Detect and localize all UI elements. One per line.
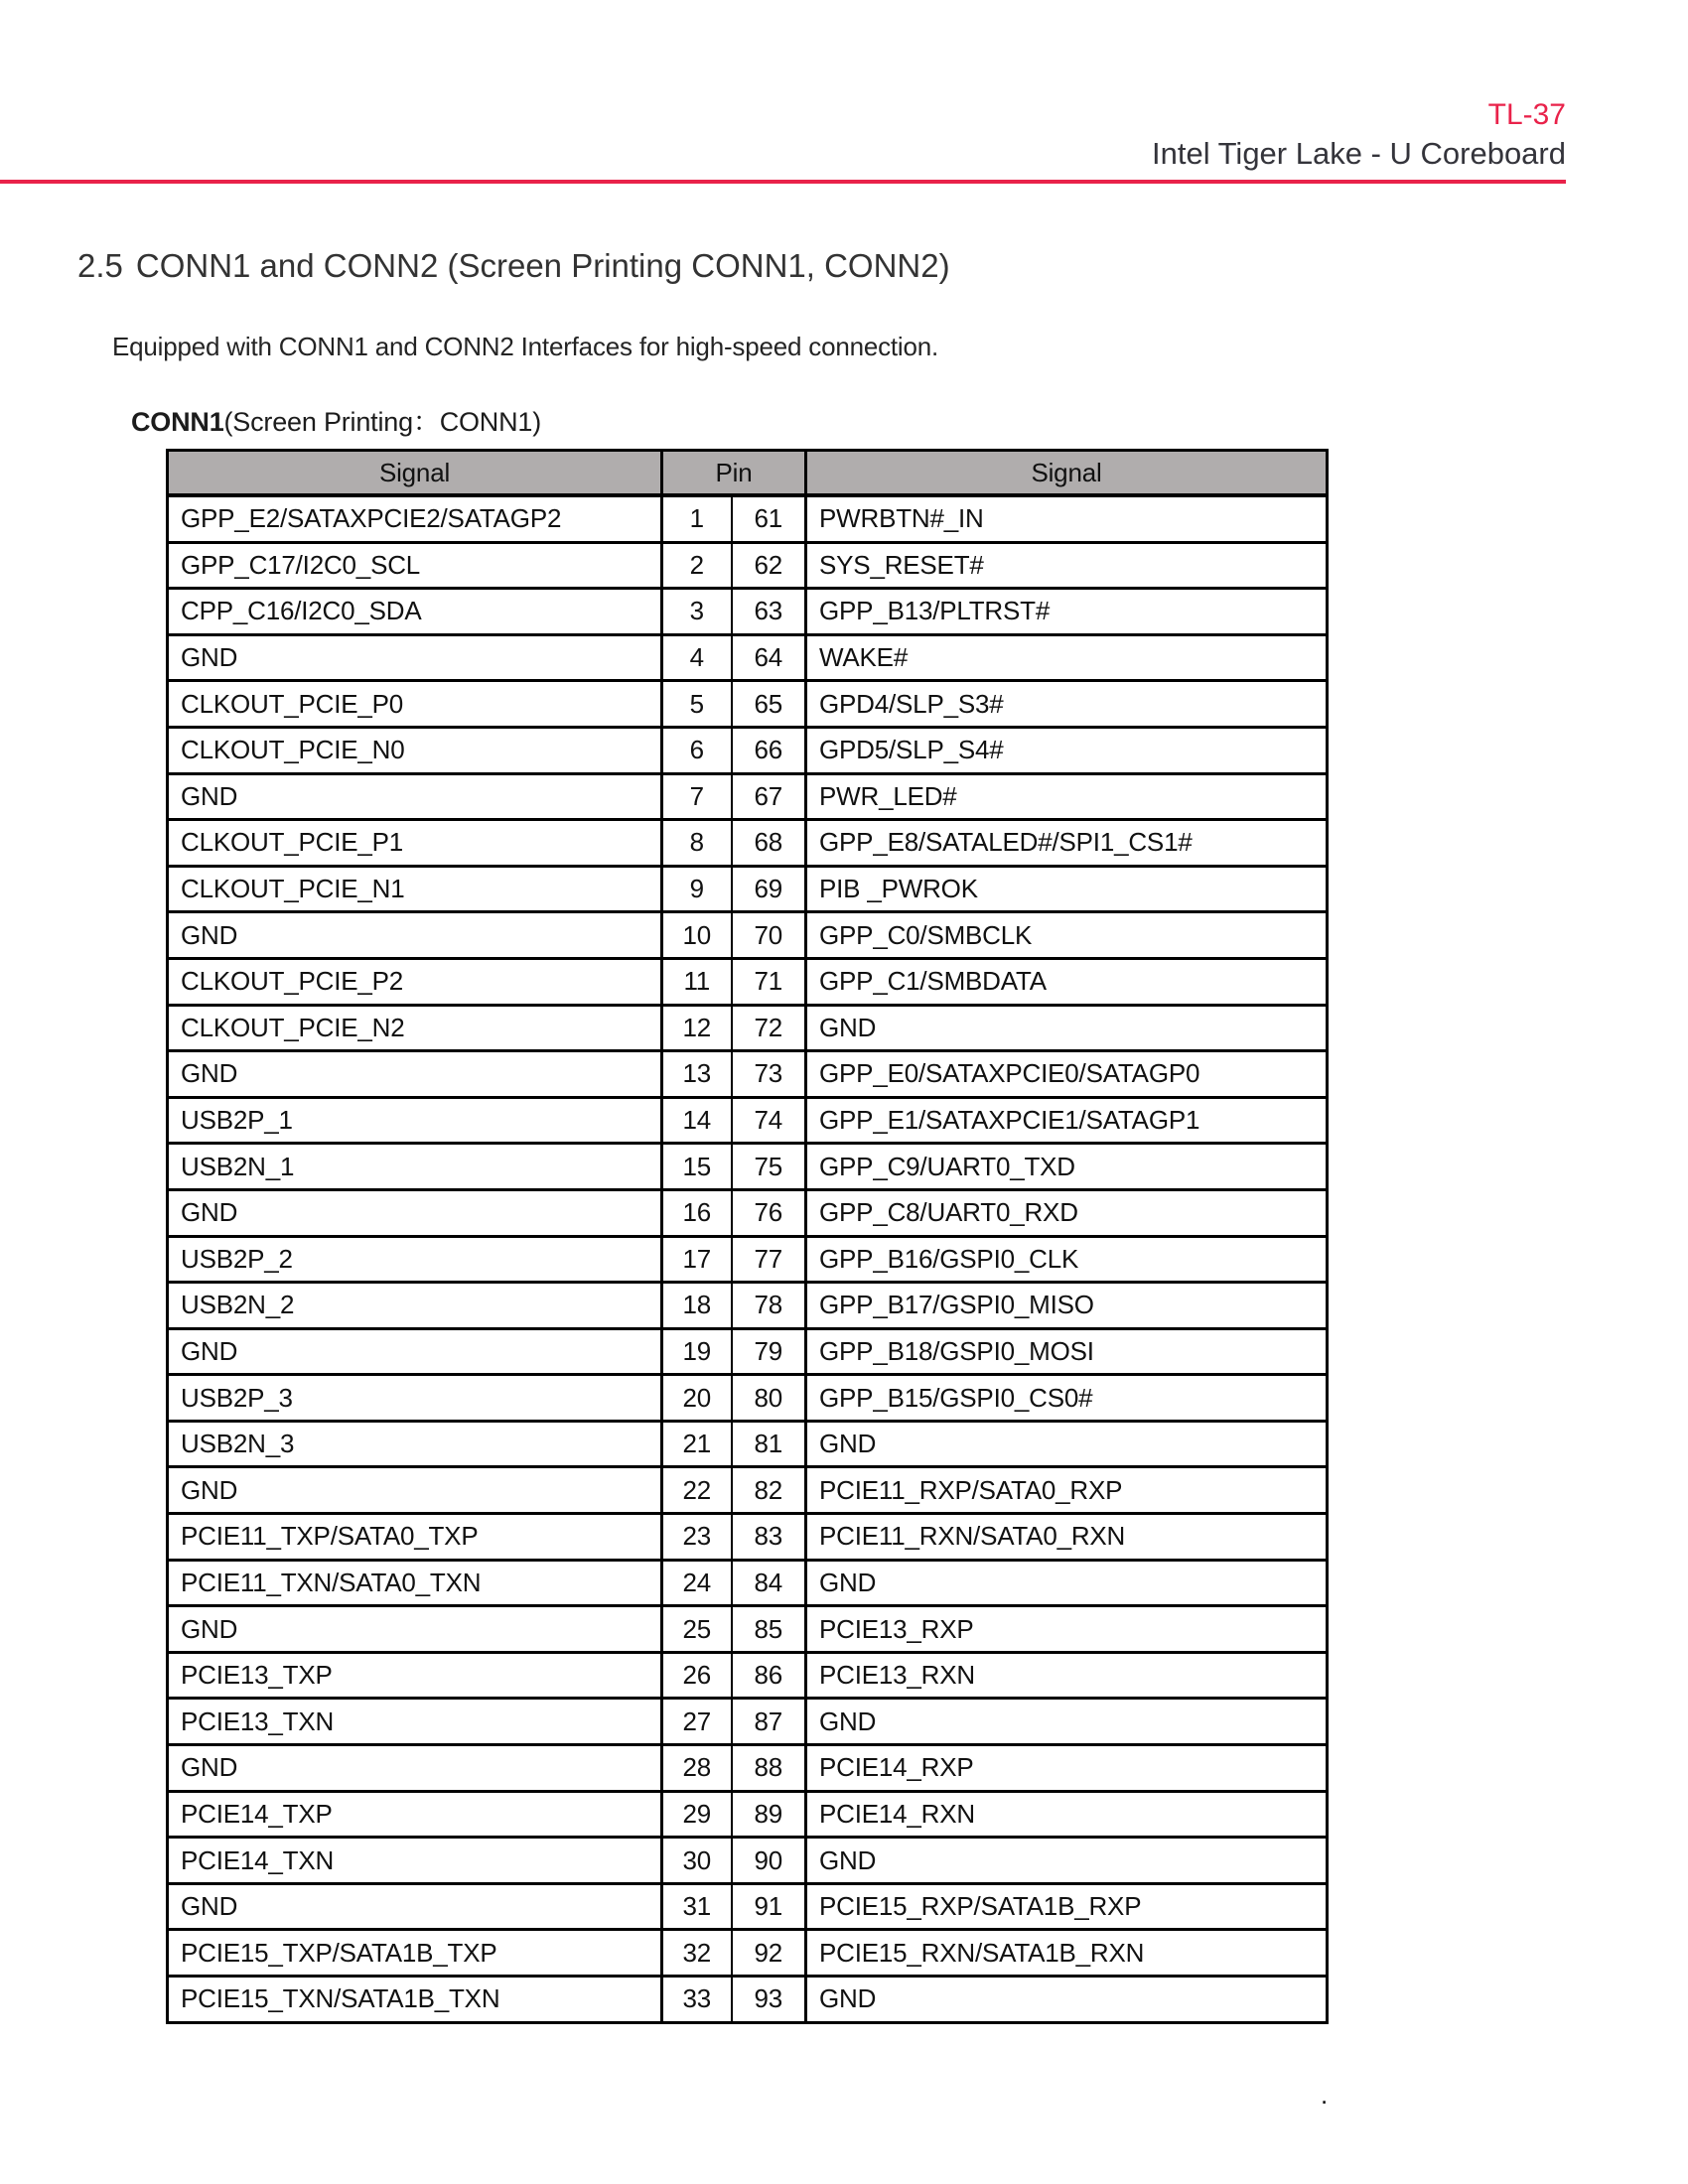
cell-pin-left: 11 (662, 958, 732, 1005)
cell-pin-left: 31 (662, 1883, 732, 1930)
cell-pin-left: 13 (662, 1051, 732, 1098)
cell-pin-right: 75 (732, 1144, 806, 1190)
cell-signal-right: GPP_B16/GSPI0_CLK (806, 1236, 1328, 1283)
cell-pin-left: 27 (662, 1699, 732, 1745)
cell-pin-right: 87 (732, 1699, 806, 1745)
cell-signal-right: GPP_C1/SMBDATA (806, 958, 1328, 1005)
col-header-signal-left: Signal (168, 451, 662, 496)
cell-signal-right: PWRBTN#_IN (806, 495, 1328, 542)
cell-pin-right: 79 (732, 1328, 806, 1375)
cell-pin-left: 9 (662, 866, 732, 912)
cell-signal-left: GPP_C17/I2C0_SCL (168, 542, 662, 589)
cell-pin-right: 81 (732, 1421, 806, 1467)
cell-signal-left: GND (168, 1467, 662, 1514)
cell-pin-right: 85 (732, 1606, 806, 1653)
cell-pin-left: 25 (662, 1606, 732, 1653)
cell-pin-left: 12 (662, 1005, 732, 1051)
table-row (168, 1699, 1328, 1745)
section-number: 2.5 (77, 247, 123, 284)
cell-signal-right: GPP_C0/SMBCLK (806, 912, 1328, 959)
cell-signal-left: GND (168, 1189, 662, 1236)
cell-signal-right: GND (806, 1699, 1328, 1745)
table-row (168, 1930, 1328, 1977)
cell-pin-left: 14 (662, 1097, 732, 1144)
cell-signal-right: GND (806, 1977, 1328, 2023)
cell-pin-right: 67 (732, 773, 806, 820)
table-row (168, 1375, 1328, 1422)
cell-pin-left: 16 (662, 1189, 732, 1236)
cell-signal-left: CLKOUT_PCIE_N2 (168, 1005, 662, 1051)
cell-pin-right: 84 (732, 1560, 806, 1606)
cell-pin-right: 92 (732, 1930, 806, 1977)
table-row (168, 1236, 1328, 1283)
cell-signal-left: PCIE15_TXP/SATA1B_TXP (168, 1930, 662, 1977)
cell-pin-left: 1 (662, 495, 732, 542)
cell-pin-left: 7 (662, 773, 732, 820)
cell-pin-right: 70 (732, 912, 806, 959)
cell-signal-left: PCIE14_TXN (168, 1838, 662, 1884)
cell-signal-right: PCIE13_RXP (806, 1606, 1328, 1653)
cell-pin-left: 21 (662, 1421, 732, 1467)
table-row (168, 1791, 1328, 1838)
table-row (168, 866, 1328, 912)
cell-signal-right: GPP_C8/UART0_RXD (806, 1189, 1328, 1236)
cell-pin-right: 69 (732, 866, 806, 912)
cell-pin-right: 78 (732, 1283, 806, 1329)
cell-signal-right: GPP_B13/PLTRST# (806, 589, 1328, 635)
cell-signal-left: PCIE11_TXN/SATA0_TXN (168, 1560, 662, 1606)
intro-text: Equipped with CONN1 and CONN2 Interfaces for high-speed connection. (112, 332, 939, 361)
cell-pin-left: 32 (662, 1930, 732, 1977)
cell-signal-left: GND (168, 1328, 662, 1375)
cell-pin-left: 10 (662, 912, 732, 959)
cell-pin-left: 23 (662, 1514, 732, 1561)
table-row (168, 1144, 1328, 1190)
conn1-pin-table (166, 449, 1329, 2024)
col-header-pin: Pin (662, 451, 806, 496)
cell-pin-left: 29 (662, 1791, 732, 1838)
cell-signal-right: GPP_B18/GSPI0_MOSI (806, 1328, 1328, 1375)
conn1-label (131, 400, 541, 439)
doc-code: TL-37 (1487, 98, 1566, 131)
cell-signal-left: GND (168, 1883, 662, 1930)
table-row (168, 958, 1328, 1005)
table-row (168, 1328, 1328, 1375)
cell-signal-left: PCIE15_TXN/SATA1B_TXN (168, 1977, 662, 2023)
cell-pin-left: 5 (662, 681, 732, 728)
table-row (168, 1005, 1328, 1051)
cell-pin-right: 77 (732, 1236, 806, 1283)
cell-pin-right: 65 (732, 681, 806, 728)
cell-signal-right: PCIE14_RXP (806, 1745, 1328, 1792)
cell-signal-right: GPP_B17/GSPI0_MISO (806, 1283, 1328, 1329)
cell-signal-left: CPP_C16/I2C0_SDA (168, 589, 662, 635)
cell-pin-right: 71 (732, 958, 806, 1005)
table-row (168, 1652, 1328, 1699)
cell-signal-left: CLKOUT_PCIE_P2 (168, 958, 662, 1005)
cell-signal-right: PCIE15_RXP/SATA1B_RXP (806, 1883, 1328, 1930)
section-title: CONN1 and CONN2 (Screen Printing CONN1, CONN2) (135, 247, 950, 284)
cell-signal-left: PCIE13_TXN (168, 1699, 662, 1745)
cell-signal-right: SYS_RESET# (806, 542, 1328, 589)
cell-signal-left: CLKOUT_PCIE_P0 (168, 681, 662, 728)
table-row (168, 1514, 1328, 1561)
cell-pin-left: 24 (662, 1560, 732, 1606)
col-header-signal-right: Signal (806, 451, 1328, 496)
table-row (168, 1097, 1328, 1144)
cell-signal-right: GND (806, 1421, 1328, 1467)
cell-pin-right: 72 (732, 1005, 806, 1051)
cell-pin-left: 26 (662, 1652, 732, 1699)
cell-pin-right: 73 (732, 1051, 806, 1098)
cell-pin-right: 91 (732, 1883, 806, 1930)
cell-signal-right: PCIE14_RXN (806, 1791, 1328, 1838)
header-rule (0, 180, 1566, 184)
cell-signal-left: USB2P_2 (168, 1236, 662, 1283)
cell-signal-right: GPP_B15/GSPI0_CS0# (806, 1375, 1328, 1422)
cell-signal-right: GPP_E8/SATALED#/SPI1_CS1# (806, 820, 1328, 867)
cell-pin-right: 62 (732, 542, 806, 589)
table-row (168, 1189, 1328, 1236)
cell-signal-right: GND (806, 1005, 1328, 1051)
cell-signal-right: PWR_LED# (806, 773, 1328, 820)
cell-pin-right: 64 (732, 634, 806, 681)
table-row (168, 1467, 1328, 1514)
cell-pin-right: 76 (732, 1189, 806, 1236)
cell-signal-right: GPD5/SLP_S4# (806, 727, 1328, 773)
cell-signal-left: GND (168, 773, 662, 820)
cell-pin-left: 19 (662, 1328, 732, 1375)
cell-signal-left: USB2P_3 (168, 1375, 662, 1422)
cell-pin-right: 90 (732, 1838, 806, 1884)
cell-pin-left: 17 (662, 1236, 732, 1283)
cell-pin-right: 88 (732, 1745, 806, 1792)
cell-signal-right: PCIE13_RXN (806, 1652, 1328, 1699)
cell-pin-left: 8 (662, 820, 732, 867)
cell-signal-right: PIB _PWROK (806, 866, 1328, 912)
cell-pin-left: 18 (662, 1283, 732, 1329)
conn1-label-rest: (Screen Printing：CONN1) (223, 407, 542, 437)
conn1-label-bold: CONN1 (131, 407, 224, 437)
cell-pin-left: 2 (662, 542, 732, 589)
cell-signal-left: USB2N_3 (168, 1421, 662, 1467)
table-row (168, 1421, 1328, 1467)
table-row (168, 634, 1328, 681)
table-row (168, 681, 1328, 728)
cell-signal-left: CLKOUT_PCIE_N0 (168, 727, 662, 773)
cell-signal-left: USB2P_1 (168, 1097, 662, 1144)
cell-pin-left: 20 (662, 1375, 732, 1422)
table-row (168, 1883, 1328, 1930)
cell-pin-left: 15 (662, 1144, 732, 1190)
cell-signal-left: CLKOUT_PCIE_N1 (168, 866, 662, 912)
cell-pin-left: 30 (662, 1838, 732, 1884)
cell-signal-right: WAKE# (806, 634, 1328, 681)
table-row (168, 820, 1328, 867)
cell-signal-right: GND (806, 1838, 1328, 1884)
cell-signal-left: PCIE14_TXP (168, 1791, 662, 1838)
section-heading (77, 247, 950, 285)
cell-signal-right: GND (806, 1560, 1328, 1606)
table-body (168, 495, 1328, 2022)
cell-pin-right: 68 (732, 820, 806, 867)
table-row (168, 542, 1328, 589)
cell-pin-right: 80 (732, 1375, 806, 1422)
table-row (168, 1606, 1328, 1653)
cell-signal-left: PCIE11_TXP/SATA0_TXP (168, 1514, 662, 1561)
table-row (168, 912, 1328, 959)
table-row (168, 1051, 1328, 1098)
table-row (168, 1283, 1328, 1329)
cell-pin-right: 82 (732, 1467, 806, 1514)
cell-pin-right: 74 (732, 1097, 806, 1144)
cell-signal-left: GND (168, 1051, 662, 1098)
cell-signal-left: PCIE13_TXP (168, 1652, 662, 1699)
cell-signal-right: GPP_E0/SATAXPCIE0/SATAGP0 (806, 1051, 1328, 1098)
cell-pin-left: 28 (662, 1745, 732, 1792)
table-row (168, 1977, 1328, 2023)
cell-pin-right: 93 (732, 1977, 806, 2023)
cell-signal-left: GND (168, 912, 662, 959)
doc-title: Intel Tiger Lake - U Coreboard (1152, 136, 1566, 171)
cell-signal-right: GPP_C9/UART0_TXD (806, 1144, 1328, 1190)
stray-period: . (1321, 2080, 1329, 2110)
cell-pin-right: 66 (732, 727, 806, 773)
cell-signal-left: GPP_E2/SATAXPCIE2/SATAGP2 (168, 495, 662, 542)
cell-pin-left: 3 (662, 589, 732, 635)
cell-pin-right: 86 (732, 1652, 806, 1699)
cell-signal-left: GND (168, 634, 662, 681)
table-row (168, 727, 1328, 773)
cell-pin-right: 61 (732, 495, 806, 542)
table-row (168, 1745, 1328, 1792)
cell-signal-left: GND (168, 1606, 662, 1653)
cell-signal-right: GPD4/SLP_S3# (806, 681, 1328, 728)
table-row (168, 589, 1328, 635)
cell-pin-left: 33 (662, 1977, 732, 2023)
cell-pin-right: 83 (732, 1514, 806, 1561)
cell-pin-left: 22 (662, 1467, 732, 1514)
table-row (168, 495, 1328, 542)
cell-signal-left: USB2N_2 (168, 1283, 662, 1329)
cell-pin-right: 63 (732, 589, 806, 635)
cell-pin-left: 6 (662, 727, 732, 773)
cell-pin-left: 4 (662, 634, 732, 681)
table-row (168, 1838, 1328, 1884)
cell-signal-right: PCIE11_RXN/SATA0_RXN (806, 1514, 1328, 1561)
cell-signal-right: PCIE15_RXN/SATA1B_RXN (806, 1930, 1328, 1977)
cell-signal-left: CLKOUT_PCIE_P1 (168, 820, 662, 867)
table-row (168, 773, 1328, 820)
cell-signal-right: GPP_E1/SATAXPCIE1/SATAGP1 (806, 1097, 1328, 1144)
cell-signal-left: GND (168, 1745, 662, 1792)
cell-signal-right: PCIE11_RXP/SATA0_RXP (806, 1467, 1328, 1514)
table-row (168, 1560, 1328, 1606)
table-header-row (168, 451, 1328, 496)
cell-pin-right: 89 (732, 1791, 806, 1838)
cell-signal-left: USB2N_1 (168, 1144, 662, 1190)
